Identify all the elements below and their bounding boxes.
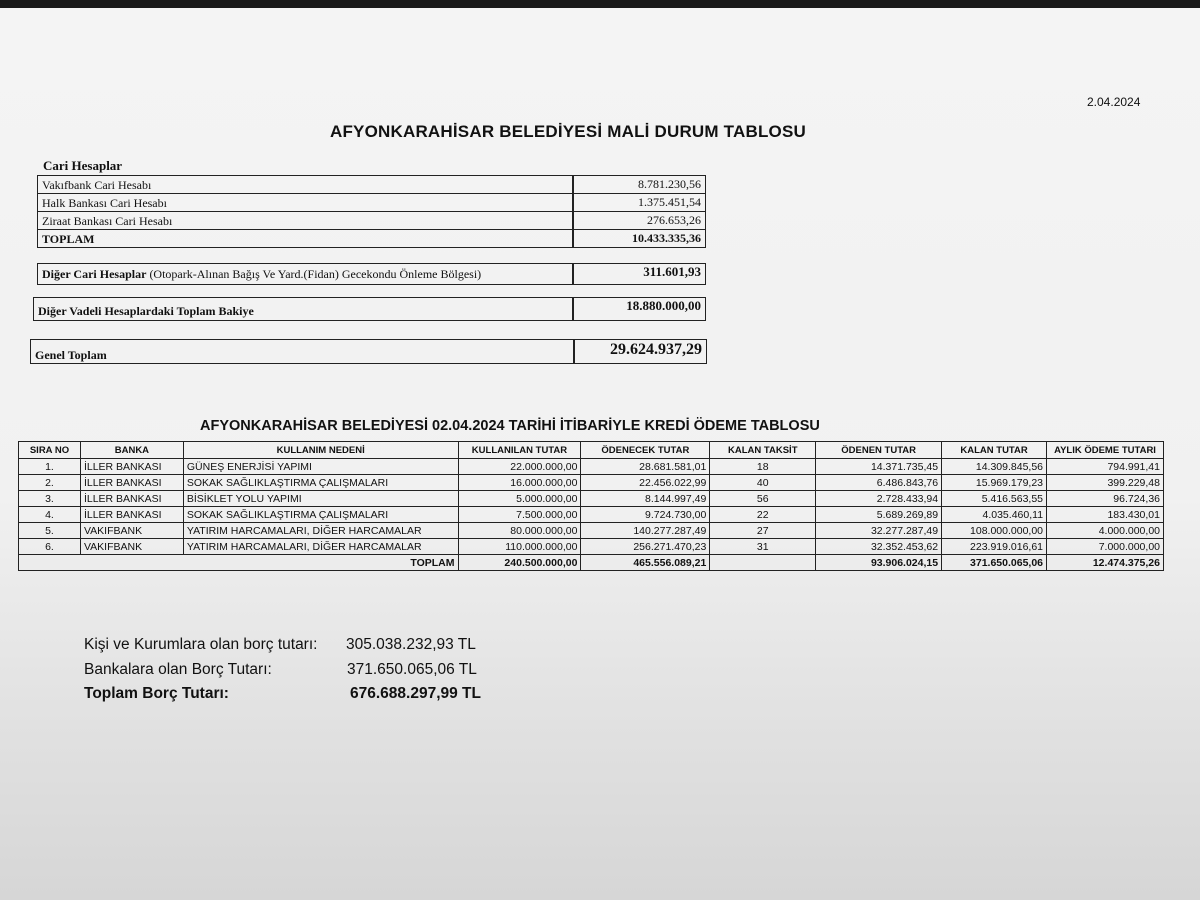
genel-toplam-value: 29.624.937,29 — [610, 341, 702, 358]
aylik-odeme-cell: 7.000.000,00 — [1047, 539, 1164, 555]
toplam-value: 10.433.335,36 — [632, 231, 701, 245]
odenecek-tutar-cell: 256.271.470,23 — [581, 539, 710, 555]
sira-no-cell: 6. — [19, 539, 81, 555]
total-odenen: 93.906.024,15 — [816, 555, 942, 571]
odenecek-tutar-cell: 22.456.022,99 — [581, 475, 710, 491]
summary-toplam — [84, 685, 481, 703]
kullanim-nedeni-cell: YATIRIM HARCAMALARI, DİĞER HARCAMALAR — [183, 539, 458, 555]
account-row — [38, 212, 705, 230]
kredi-row — [19, 507, 1164, 523]
banka-label: Bankalara olan Borç Tutarı: — [84, 661, 272, 678]
cari-hesaplar-heading: Cari Hesaplar — [43, 158, 123, 173]
cari-accounts-table — [37, 175, 706, 248]
col-header: AYLIK ÖDEME TUTARI — [1047, 442, 1164, 459]
kullanilan-tutar-cell: 7.500.000,00 — [458, 507, 581, 523]
diger-cari-detail: (Otopark-Alınan Bağış Ve Yard.(Fidan) Gecekondu Önleme Bölgesi) — [149, 267, 482, 281]
sira-no-cell: 3. — [19, 491, 81, 507]
kullanilan-tutar-cell: 5.000.000,00 — [458, 491, 581, 507]
kalan-taksit-cell: 40 — [710, 475, 816, 491]
account-label: Ziraat Bankası Cari Hesabı — [38, 212, 574, 229]
diger-vadeli-label: Diğer Vadeli Hesaplardaki Toplam Bakiye — [34, 298, 574, 320]
kullanim-nedeni-cell: YATIRIM HARCAMALARI, DİĞER HARCAMALAR — [183, 523, 458, 539]
col-header: ÖDENECEK TUTAR — [581, 442, 710, 459]
mali-durum-title: AFYONKARAHİSAR BELEDİYESİ MALİ DURUM TABLOSU — [330, 122, 806, 141]
kullanilan-tutar-cell: 22.000.000,00 — [458, 459, 581, 475]
kullanilan-tutar-cell: 16.000.000,00 — [458, 475, 581, 491]
col-header: BANKA — [80, 442, 183, 459]
odenen-tutar-cell: 5.689.269,89 — [816, 507, 942, 523]
document-date: 2.04.2024 — [1087, 95, 1141, 109]
toplam-borc-label: Toplam Borç Tutarı: — [84, 685, 229, 702]
sira-no-cell: 2. — [19, 475, 81, 491]
summary-kisi — [84, 636, 476, 654]
kullanim-nedeni-cell: SOKAK SAĞLIKLAŞTIRMA ÇALIŞMALARI — [183, 507, 458, 523]
col-header: ÖDENEN TUTAR — [816, 442, 942, 459]
total-aylik: 12.474.375,26 — [1047, 555, 1164, 571]
diger-vadeli-box — [33, 297, 706, 321]
kisi-label: Kişi ve Kurumlara olan borç tutarı: — [84, 636, 318, 653]
kredi-row — [19, 491, 1164, 507]
kalan-tutar-cell: 14.309.845,56 — [942, 459, 1047, 475]
kredi-row — [19, 459, 1164, 475]
aylik-odeme-cell: 183.430,01 — [1047, 507, 1164, 523]
kalan-taksit-cell: 22 — [710, 507, 816, 523]
odenen-tutar-cell: 32.352.453,62 — [816, 539, 942, 555]
account-row — [38, 194, 705, 212]
diger-cari-value: 311.601,93 — [643, 264, 701, 279]
sira-no-cell: 4. — [19, 507, 81, 523]
account-value: 1.375.451,54 — [638, 195, 701, 209]
odenen-tutar-cell: 2.728.433,94 — [816, 491, 942, 507]
kalan-tutar-cell: 223.919.016,61 — [942, 539, 1047, 555]
aylik-odeme-cell: 4.000.000,00 — [1047, 523, 1164, 539]
kullanim-nedeni-cell: BİSİKLET YOLU YAPIMI — [183, 491, 458, 507]
kullanim-nedeni-cell: SOKAK SAĞLIKLAŞTIRMA ÇALIŞMALARI — [183, 475, 458, 491]
col-header: KULLANILAN TUTAR — [458, 442, 581, 459]
kalan-tutar-cell: 5.416.563,55 — [942, 491, 1047, 507]
summary-banka — [84, 661, 477, 679]
odenecek-tutar-cell: 140.277.287,49 — [581, 523, 710, 539]
odenecek-tutar-cell: 28.681.581,01 — [581, 459, 710, 475]
kredi-row — [19, 523, 1164, 539]
kalan-tutar-cell: 108.000.000,00 — [942, 523, 1047, 539]
diger-cari-label: Diğer Cari Hesaplar — [42, 267, 147, 281]
genel-toplam-label: Genel Toplam — [31, 340, 575, 363]
banka-cell: İLLER BANKASI — [80, 507, 183, 523]
col-header: KULLANIM NEDENİ — [183, 442, 458, 459]
banka-cell: VAKIFBANK — [80, 523, 183, 539]
kullanilan-tutar-cell: 80.000.000,00 — [458, 523, 581, 539]
kredi-row — [19, 539, 1164, 555]
account-row — [38, 176, 705, 194]
diger-cari-box — [37, 263, 706, 285]
kullanim-nedeni-cell: GÜNEŞ ENERJİSİ YAPIMI — [183, 459, 458, 475]
genel-toplam-box — [30, 339, 707, 364]
aylik-odeme-cell: 399.229,48 — [1047, 475, 1164, 491]
banka-cell: VAKIFBANK — [80, 539, 183, 555]
kredi-row — [19, 475, 1164, 491]
banka-cell: İLLER BANKASI — [80, 459, 183, 475]
kullanilan-tutar-cell: 110.000.000,00 — [458, 539, 581, 555]
odenen-tutar-cell: 6.486.843,76 — [816, 475, 942, 491]
col-header: KALAN TUTAR — [942, 442, 1047, 459]
sira-no-cell: 1. — [19, 459, 81, 475]
account-label: Vakıfbank Cari Hesabı — [38, 176, 574, 193]
toplam-label: TOPLAM — [38, 230, 574, 247]
aylik-odeme-cell: 794.991,41 — [1047, 459, 1164, 475]
total-empty-cell — [710, 555, 816, 571]
banka-cell: İLLER BANKASI — [80, 491, 183, 507]
banka-value: 371.650.065,06 TL — [347, 661, 477, 678]
total-odenecek: 465.556.089,21 — [581, 555, 710, 571]
account-label: Halk Bankası Cari Hesabı — [38, 194, 574, 211]
kalan-tutar-cell: 4.035.460,11 — [942, 507, 1047, 523]
kalan-taksit-cell: 31 — [710, 539, 816, 555]
odenen-tutar-cell: 32.277.287,49 — [816, 523, 942, 539]
odenecek-tutar-cell: 9.724.730,00 — [581, 507, 710, 523]
kalan-taksit-cell: 56 — [710, 491, 816, 507]
kredi-total-row — [19, 555, 1164, 571]
total-kullanilan: 240.500.000,00 — [458, 555, 581, 571]
kredi-header-row — [19, 442, 1164, 459]
col-header: KALAN TAKSİT — [710, 442, 816, 459]
kredi-title: AFYONKARAHİSAR BELEDİYESİ 02.04.2024 TARİHİ İTİBARİYLE KREDİ ÖDEME TABLOSU — [200, 418, 820, 434]
banka-cell: İLLER BANKASI — [80, 475, 183, 491]
diger-vadeli-value: 18.880.000,00 — [626, 298, 701, 313]
kisi-value: 305.038.232,93 TL — [346, 636, 476, 653]
kalan-tutar-cell: 15.969.179,23 — [942, 475, 1047, 491]
account-value: 8.781.230,56 — [638, 177, 701, 191]
toplam-borc-value: 676.688.297,99 TL — [350, 685, 481, 702]
sira-no-cell: 5. — [19, 523, 81, 539]
kalan-taksit-cell: 18 — [710, 459, 816, 475]
aylik-odeme-cell: 96.724,36 — [1047, 491, 1164, 507]
kredi-table — [18, 441, 1164, 571]
account-value: 276.653,26 — [647, 213, 701, 227]
total-kalan: 371.650.065,06 — [942, 555, 1047, 571]
odenen-tutar-cell: 14.371.735,45 — [816, 459, 942, 475]
total-label: TOPLAM — [19, 555, 459, 571]
odenecek-tutar-cell: 8.144.997,49 — [581, 491, 710, 507]
account-total-row — [38, 230, 705, 247]
kalan-taksit-cell: 27 — [710, 523, 816, 539]
col-header: SIRA NO — [19, 442, 81, 459]
